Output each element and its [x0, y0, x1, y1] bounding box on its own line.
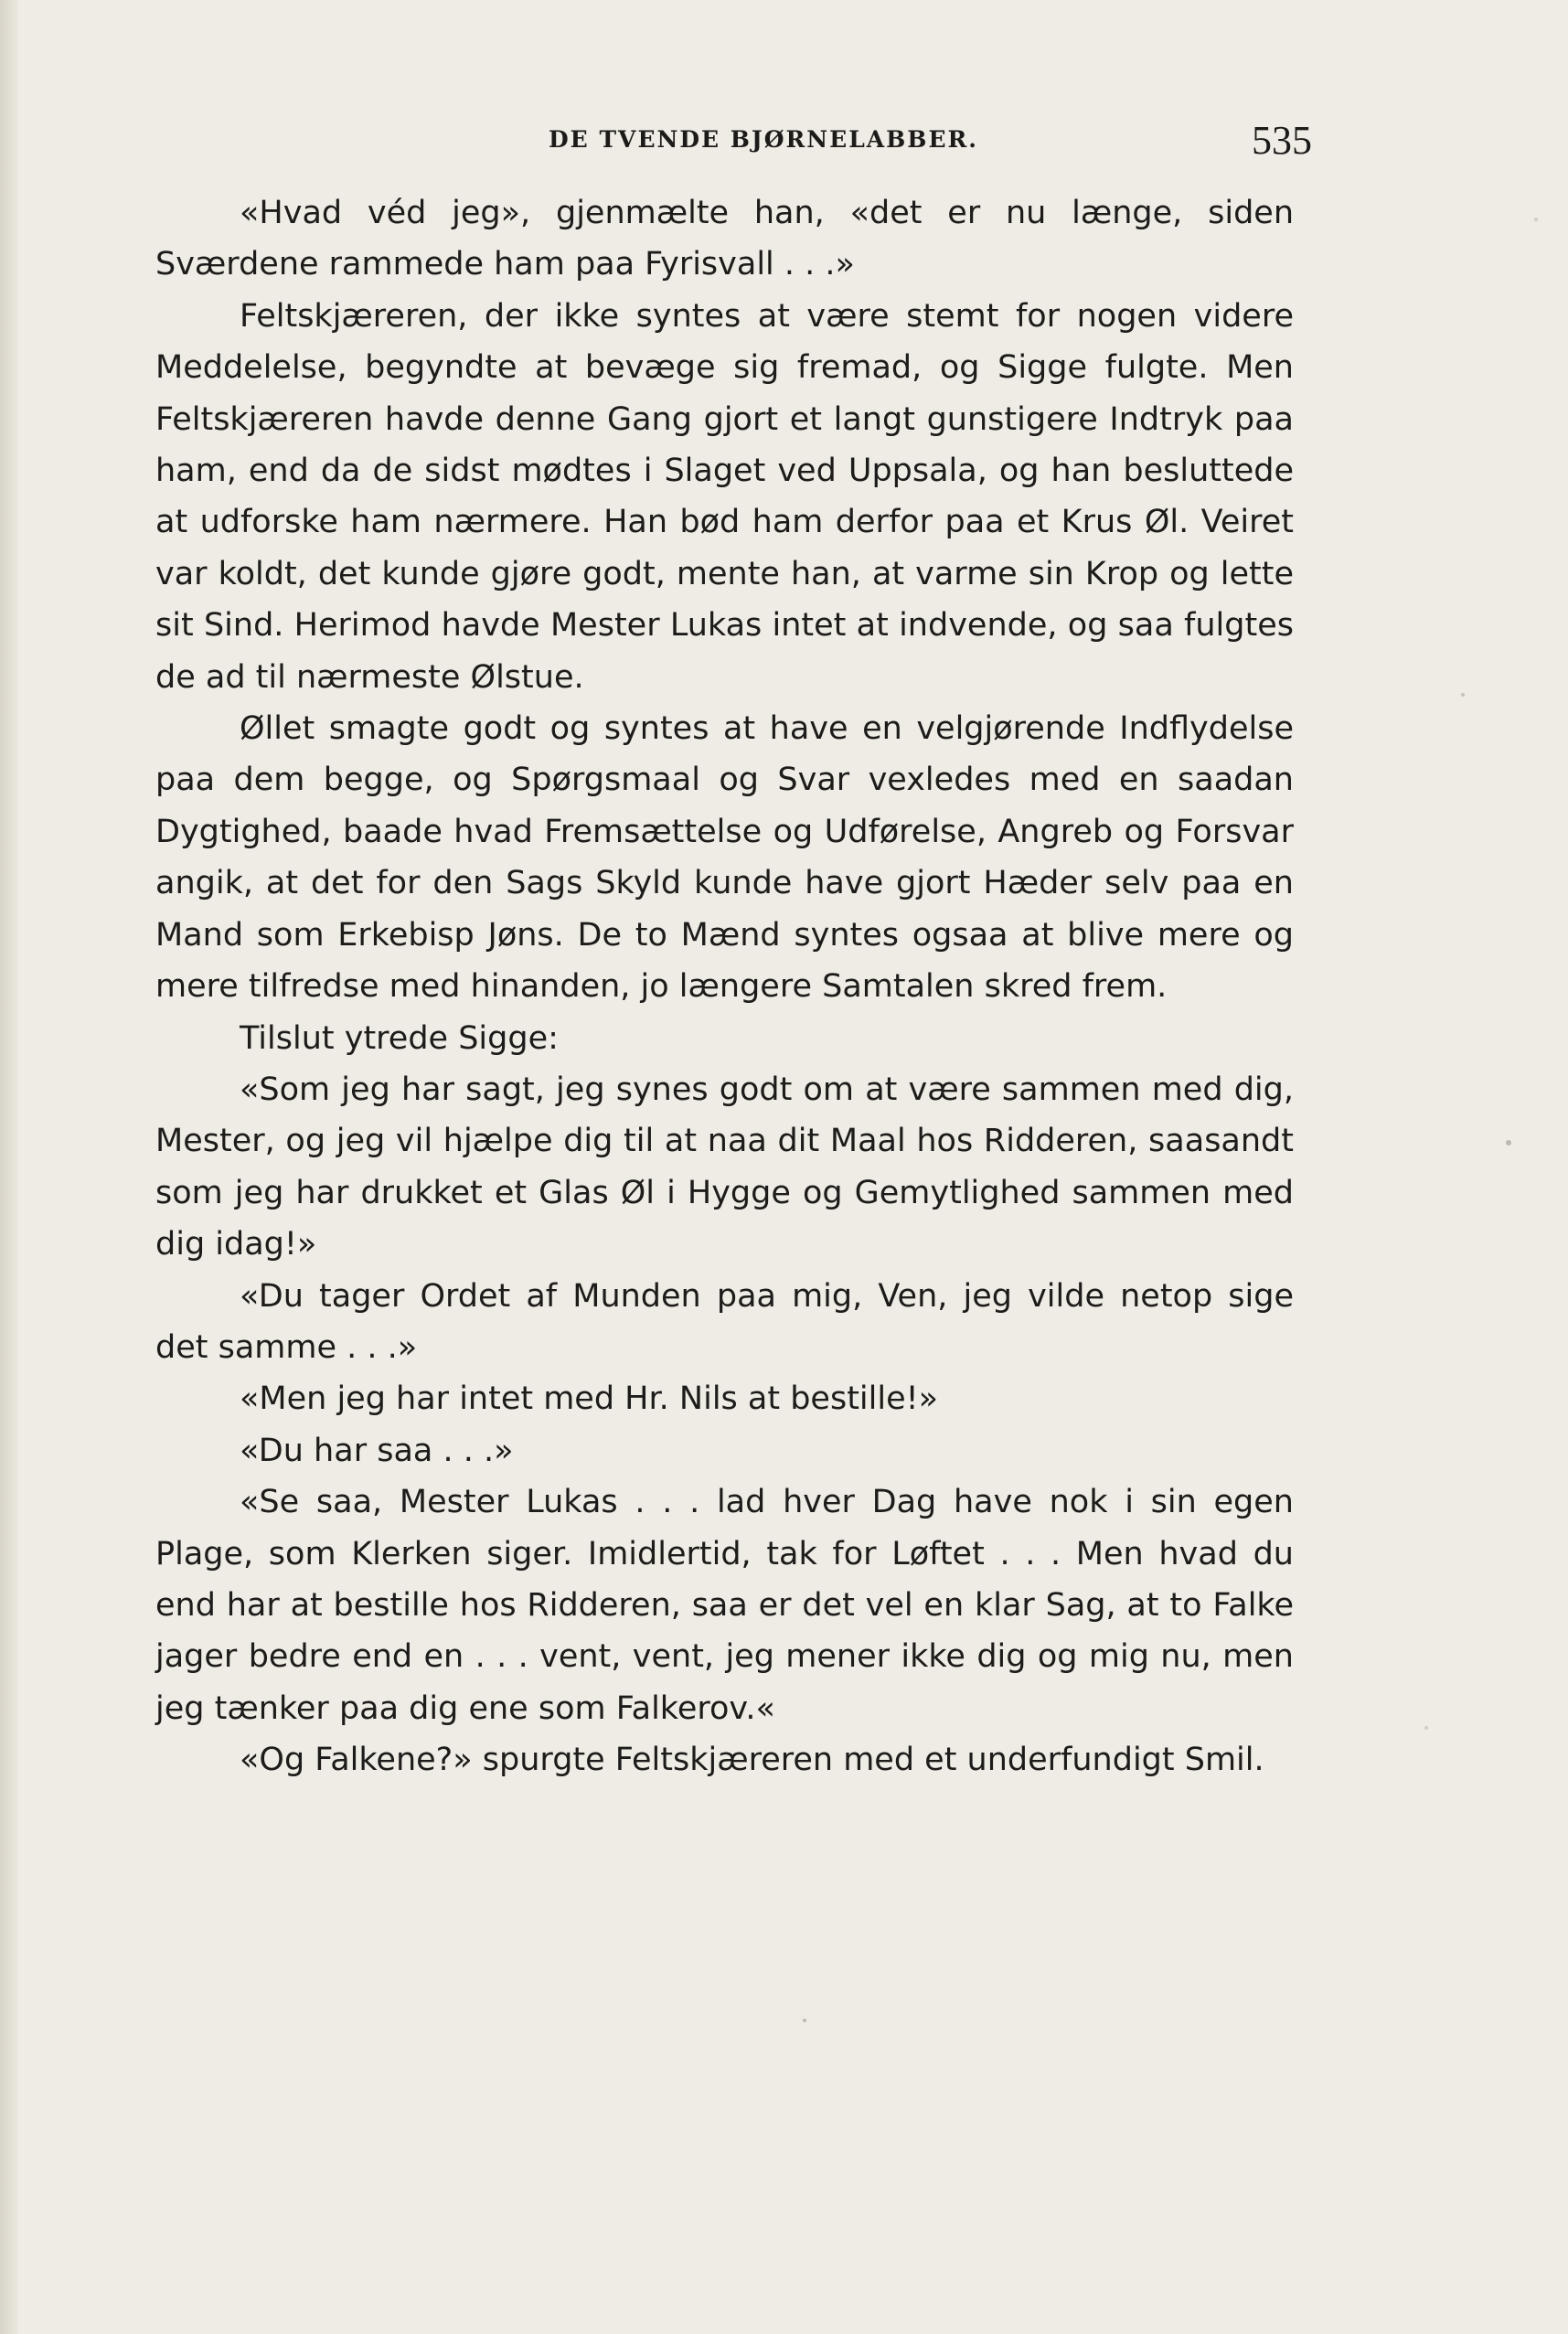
paragraph: «Som jeg har sagt, jeg synes godt om at være sammen med dig, Mester, og jeg vil hjælpe dig til at naa dit Maal hos Ridderen, saasandt som jeg har drukket et Glas Øl i Hygge og Gemytlighed sammen med dig idag!»: [155, 1071, 1294, 1263]
paragraph: «Du tager Ordet af Munden paa mig, Ven, jeg vilde netop sige det samme . . .»: [155, 1277, 1294, 1366]
paragraph: «Og Falkene?» spurgte Feltskjæreren med et underfundigt Smil.: [240, 1742, 1264, 1779]
book-spine-edge: [0, 0, 18, 2334]
paragraph: Feltskjæreren, der ikke syntes at være stemt for nogen videre Meddelelse, begyndte at bevæge sig fremad, og Sigge fulgte. Men Feltskjæreren havde denne Gang gjort et langt gunstigere Indtryk paa ham, end da de sidst mødtes i Slaget ved Uppsala, og han besluttede at udforske ham nærmere. Han bød ham derfor paa et Krus Øl. Veiret var koldt, det kunde gjøre godt, mente han, at varme sin Krop og lette sit Sind. Herimod havde Mester Lukas intet at indvende, og saa fulgtes de ad til nærmeste Ølstue.: [155, 297, 1294, 696]
page-number: 535: [1252, 118, 1312, 163]
running-title: DE TVENDE BJØRNELABBER.: [549, 126, 978, 153]
paragraph: «Hvad véd jeg», gjenmælte han, «det er nu længe, siden Sværdene rammede ham paa Fyrisvall . . .»: [155, 195, 1294, 283]
paragraph: «Men jeg har intet med Hr. Nils at bestille!»: [240, 1380, 939, 1418]
body-text: [155, 187, 1294, 1786]
paragraph: «Du har saa . . .»: [240, 1432, 514, 1469]
paragraph: Tilslut ytrede Sigge:: [240, 1019, 559, 1057]
page-header: [174, 117, 1312, 172]
paragraph: «Se saa, Mester Lukas . . . lad hver Dag have nok i sin egen Plage, som Klerken siger. Imidlertid, tak for Løftet . . . Men hvad du end har at bestille hos Ridderen, saa er det vel en klar Sag, at to Falke jager bedre end en . . . vent, vent, jeg mener ikke dig og mig nu, men jeg tænker paa dig ene som Falkerov.«: [155, 1484, 1294, 1727]
paragraph: Øllet smagte godt og syntes at have en velgjørende Indflydelse paa dem begge, og Spørgsmaal og Svar vexledes med en saadan Dygtighed, baade hvad Fremsættelse og Udførelse, Angreb og Forsvar angik, at det for den Sags Skyld kunde have gjort Hæder selv paa en Mand som Erkebisp Jøns. De to Mænd syntes ogsaa at blive mere og mere tilfredse med hinanden, jo længere Samtalen skred frem.: [155, 710, 1294, 1006]
